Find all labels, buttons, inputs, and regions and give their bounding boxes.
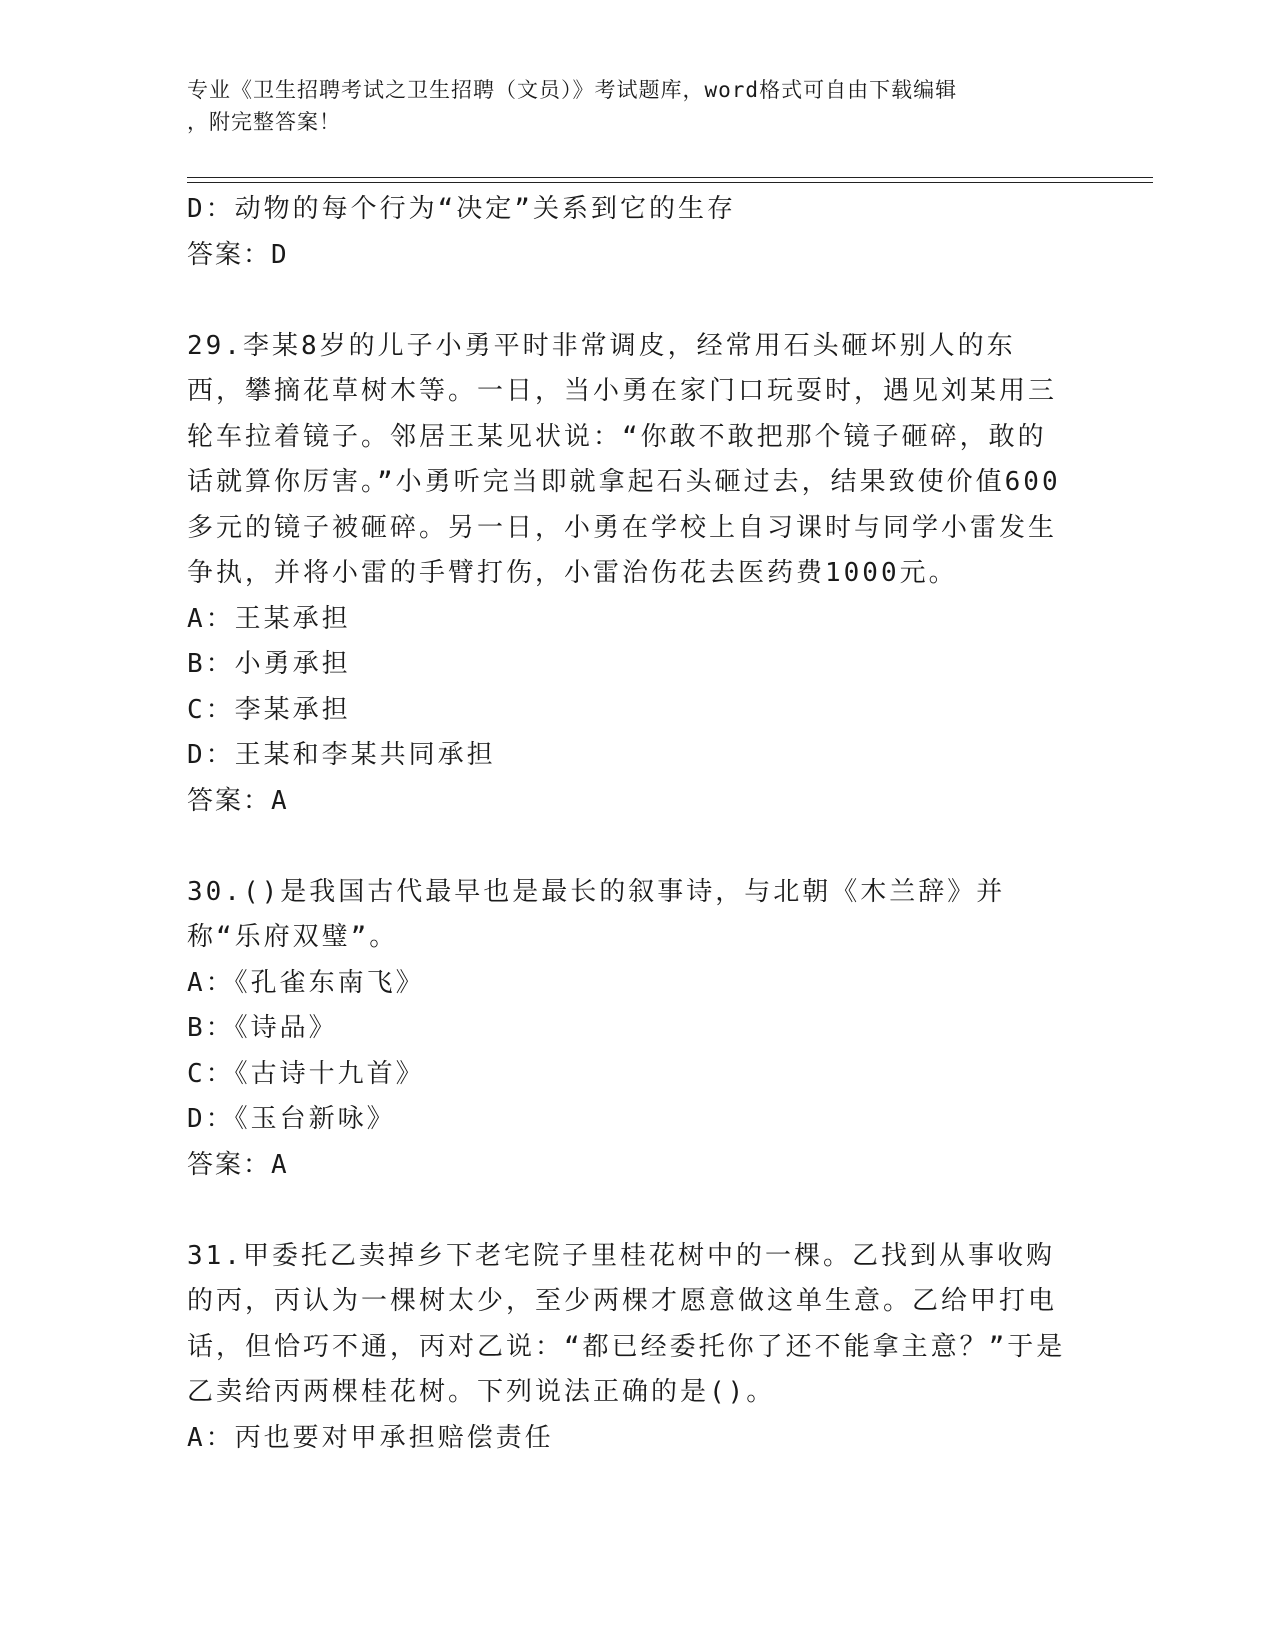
option-c: C：李某承担	[187, 694, 351, 725]
answer-label: 答案：	[187, 239, 272, 270]
header-line-1: 专业《卫生招聘考试之卫生招聘（文员）》考试题库，word格式可自由下载编辑	[187, 78, 958, 102]
question-stem: 30.()是我国古代最早也是最长的叙事诗，与北朝《木兰辞》并称“乐府双璧”。	[187, 876, 1006, 952]
answer-line	[187, 233, 1067, 279]
question-stem: 31.甲委托乙卖掉乡下老宅院子里桂花树中的一棵。乙找到从事收购的丙，丙认为一棵树太少，至少两棵才愿意做这单生意。乙给甲打电话，但恰巧不通，丙对乙说：“都已经委托你了还不能拿主意？”于是乙卖给丙两棵桂花树。下列说法正确的是()。	[187, 1240, 1066, 1407]
answer-value: A	[271, 1149, 290, 1180]
answer-line	[187, 1143, 1067, 1189]
question-30	[187, 870, 1067, 1189]
question-stem: 29.李某8岁的儿子小勇平时非常调皮，经常用石头砸坏别人的东西，攀摘花草树木等。一日，当小勇在家门口玩耍时，遇见刘某用三轮车拉着镜子。邻居王某见状说：“你敢不敢把那个镜子砸碎，敢的话就算你厉害。”小勇听完当即就拿起石头砸过去，结果致使价值600多元的镜子被砸碎。另一日，小勇在学校上自习课时与同学小雷发生争执，并将小雷的手臂打伤，小雷治伤花去医药费1000元。	[187, 330, 1061, 588]
header-line-2: ，附完整答案！	[187, 110, 341, 134]
option-c: C：《古诗十九首》	[187, 1058, 425, 1089]
option-d: D：王某和李某共同承担	[187, 740, 496, 770]
option-a: A：王某承担	[187, 603, 351, 634]
question-content	[187, 187, 1067, 1461]
question-31	[187, 1234, 1067, 1462]
option-d: D：《玉台新咏》	[187, 1104, 396, 1134]
question-gap	[187, 278, 1067, 324]
answer-label: 答案：	[187, 1149, 272, 1180]
answer-line	[187, 779, 1067, 825]
question-gap	[187, 1188, 1067, 1234]
answer-label: 答案：	[187, 785, 272, 816]
header-divider-top	[187, 177, 1153, 178]
option-b: B：《诗品》	[187, 1013, 338, 1043]
option-a: A：丙也要对甲承担赔偿责任	[187, 1422, 554, 1453]
question-29	[187, 324, 1067, 825]
option-b: B：小勇承担	[187, 649, 351, 679]
header-divider-bottom	[187, 182, 1153, 183]
document-header	[187, 74, 1087, 138]
answer-value: D	[271, 239, 290, 270]
question-gap	[187, 824, 1067, 870]
answer-value: A	[271, 785, 290, 816]
option-a: A：《孔雀东南飞》	[187, 967, 425, 998]
option-d: D：动物的每个行为“决定”关系到它的生存	[187, 194, 736, 224]
